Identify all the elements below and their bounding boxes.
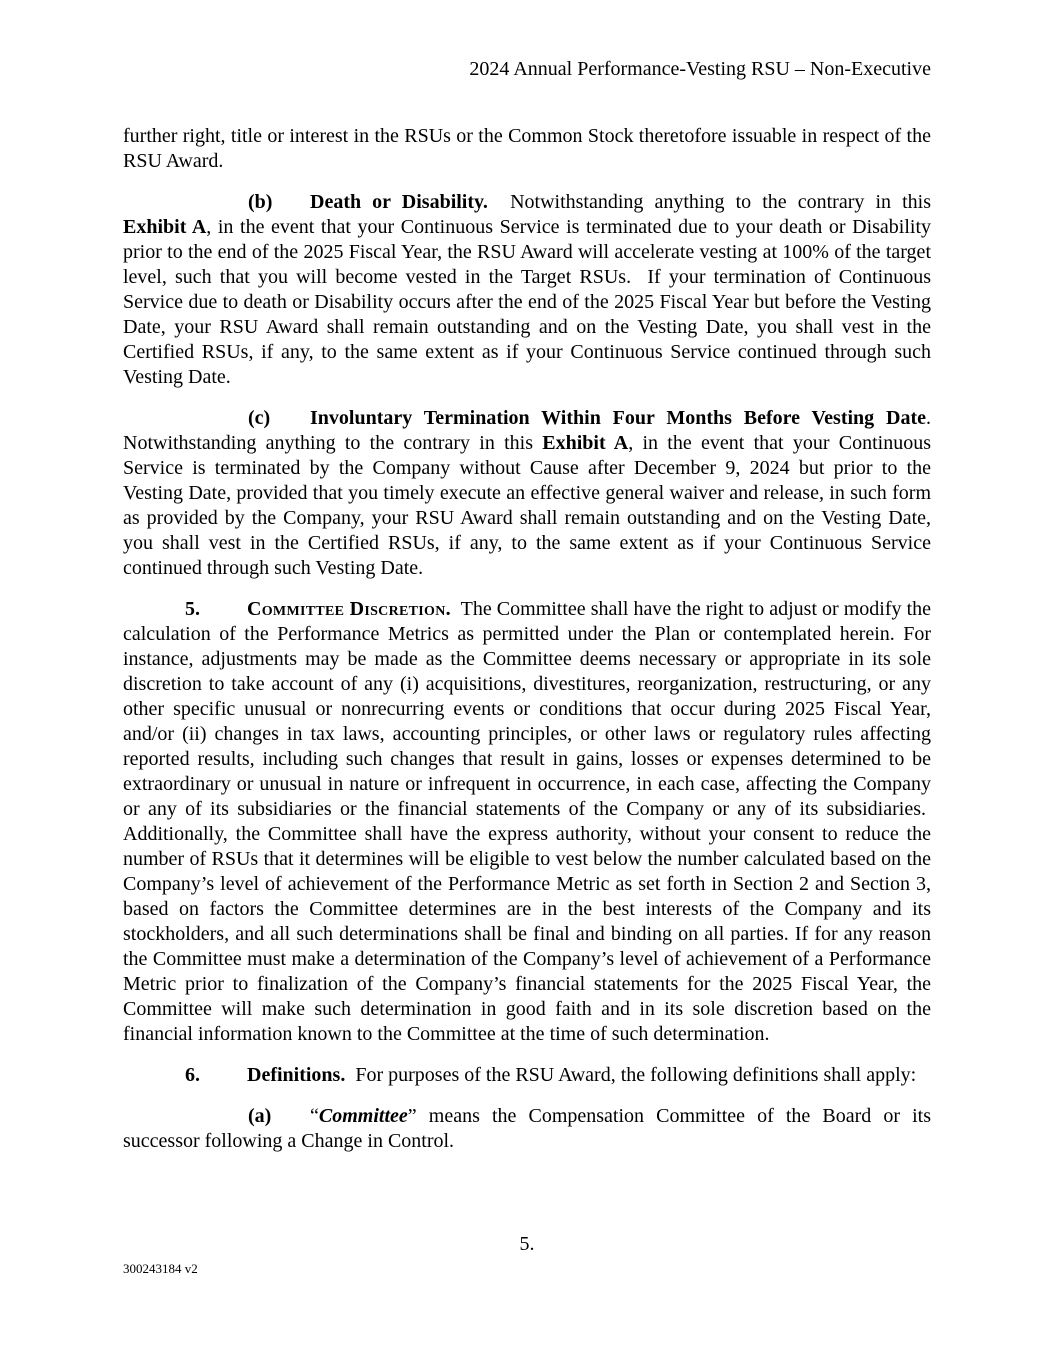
page-header: 2024 Annual Performance-Vesting RSU – Non-Executive [469, 58, 931, 80]
page-number: 5. [519, 1233, 535, 1255]
paragraph-b-exhibit-ref: Exhibit A [123, 216, 207, 238]
paragraph-b-heading: Death or Disability. [310, 191, 488, 213]
paragraph-5-heading: Committee Discretion. [247, 598, 451, 620]
paragraph-intro [123, 124, 931, 174]
paragraph-c [123, 406, 931, 581]
paragraph-b [123, 190, 931, 390]
paragraph-intro-text: further right, title or interest in the RSUs or the Common Stock theretofore issuable in respect of the RSU Award. [123, 125, 931, 172]
paragraph-6-text: For purposes of the RSU Award, the following definitions shall apply: [345, 1064, 917, 1086]
paragraph-5-number: 5. [185, 598, 200, 620]
paragraph-c-label: (c) [248, 407, 271, 429]
paragraph-5 [123, 597, 931, 1047]
paragraph-c-text-pre: Notwithstanding anything to the contrary in this [123, 432, 543, 454]
paragraph-b-label: (b) [248, 191, 273, 213]
document-id: 300243184 v2 [123, 1261, 198, 1276]
paragraph-c-text-rest: , in the event that your Continuous Service is terminated by the Company without Cause after December 9, 2024 but prior to the Vesting Date, provided that you timely execute an effective general waiver and release, in such form as provided by the Company, your RSU Award shall remain outstanding and on the Vesting Date, you shall vest in the Certified RSUs, if any, to the same extent as if your Continuous Service continued through such Vesting Date. [123, 432, 931, 579]
paragraph-a-close-quote: ” [407, 1105, 417, 1127]
paragraph-c-heading: Involuntary Termination Within Four Months Before Vesting Date [310, 407, 926, 429]
document-content [123, 57, 931, 1170]
paragraph-6-heading: Definitions. [247, 1064, 346, 1086]
paragraph-a-open-quote: “ [310, 1105, 319, 1127]
paragraph-a-term: Committee [318, 1105, 408, 1127]
paragraph-6 [123, 1063, 931, 1088]
paragraph-a-text: means the Compensation Committee of the Board or its successor following a Change in Control. [123, 1105, 931, 1152]
paragraph-b-text-rest: , in the event that your Continuous Service is terminated due to your death or Disability prior to the end of the 2025 Fiscal Year, the RSU Award will accelerate vesting at 100% of the target level, such that you will become vested in the Target RSUs. If your termination of Continuous Service due to death or Disability occurs after the end of the 2025 Fiscal Year but before the Vesting Date, your RSU Award shall remain outstanding and on the Vesting Date, you shall vest in the Certified RSUs, if any, to the same extent as if your Continuous Service continued through such Vesting Date. [123, 216, 932, 388]
paragraph-a-label: (a) [248, 1105, 272, 1127]
paragraph-c-heading-period: . [926, 407, 931, 429]
paragraph-c-exhibit-ref: Exhibit A [542, 432, 629, 454]
paragraph-6-number: 6. [185, 1064, 200, 1086]
paragraph-a [123, 1104, 931, 1154]
paragraph-5-text: The Committee shall have the right to adjust or modify the calculation of the Performance Metrics as permitted under the Plan or contemplated herein. For instance, adjustments may be made as the Committee deems necessary or appropriate in its sole discretion to take account of any (i) acquisitions, divestitures, reorganization, restructuring, or any other specific unusual or nonrecurring events or conditions that occur during 2025 Fiscal Year, and/or (ii) changes in tax laws, accounting principles, or other laws or regulatory rules affecting reported results, including such changes that result in gains, losses or expenses determined to be extraordinary or unusual in nature or infrequent in occurrence, in each case, affecting the Company or any of its subsidiaries or the financial statements of the Company or any of its subsidiaries. Additionally, the Committee shall have the express authority, without your consent to reduce the number of RSUs that it determines will be eligible to vest below the number calculated based on the Company’s level of achievement of the Performance Metric as set forth in Section 2 and Section 3, based on factors the Committee determines are in the best interests of the Company and its stockholders, and all such determinations shall be final and binding on all parties. If for any reason the Committee must make a determination of the Company’s level of achievement of a Performance Metric prior to finalization of the Company’s financial statements for the 2025 Fiscal Year, the Committee will make such determination in good faith and in its sole discretion based on the financial information known to the Committee at the time of such determination. [123, 598, 931, 1045]
paragraph-b-text-pre: Notwithstanding anything to the contrary in this [487, 191, 931, 213]
